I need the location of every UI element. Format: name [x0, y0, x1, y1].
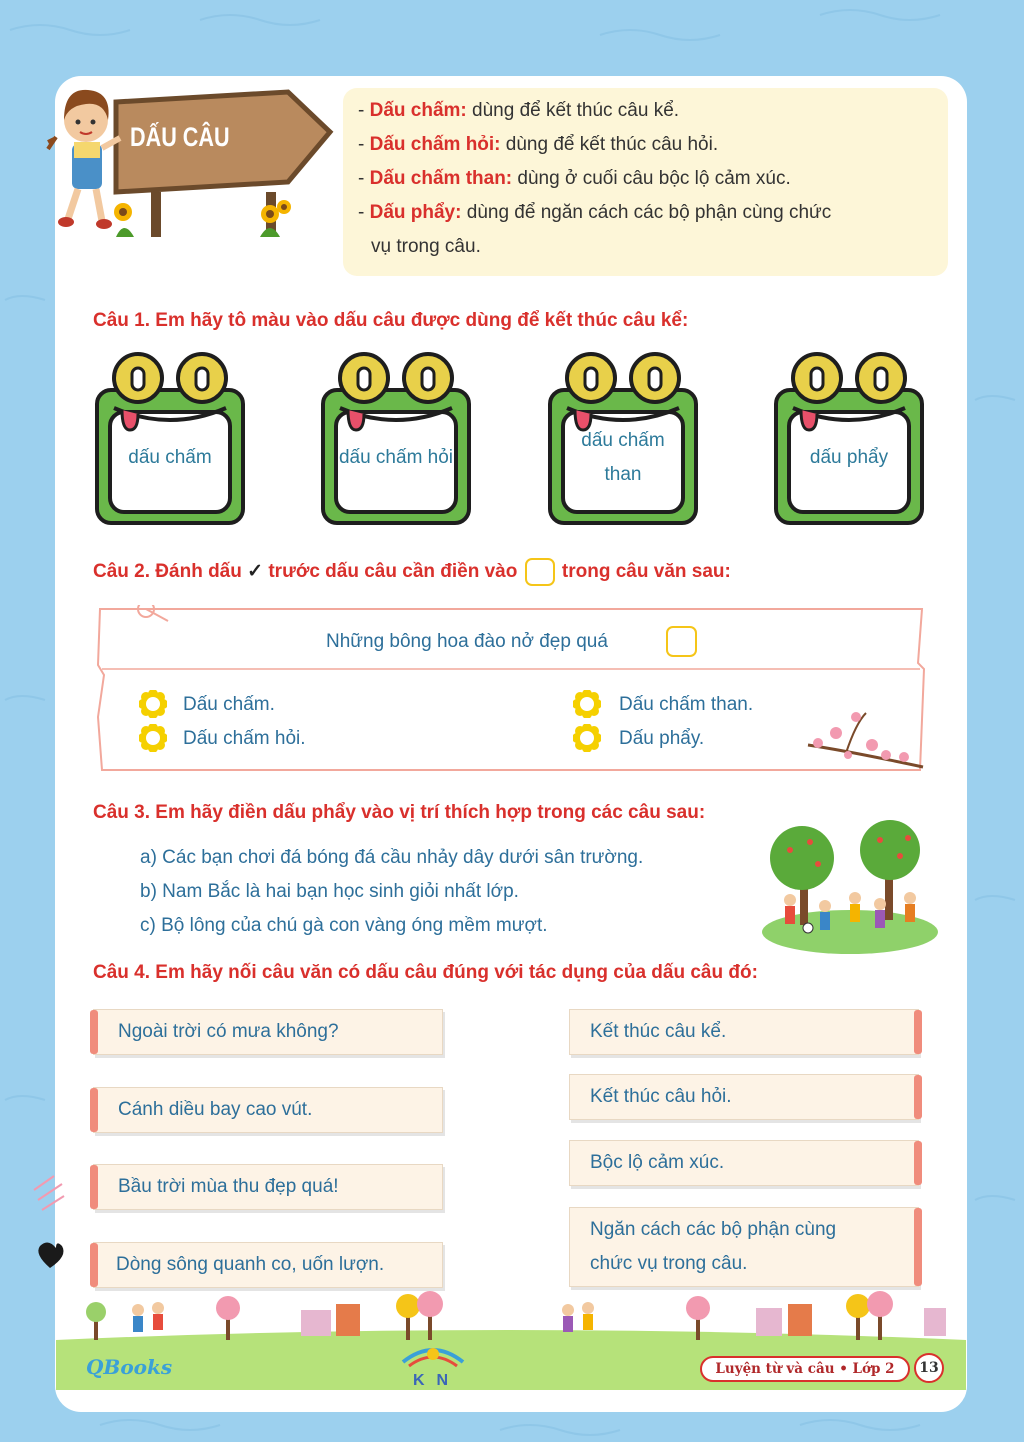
kids-playing-illustration [760, 820, 940, 955]
rule-text: dùng để ngăn cách các bộ phận cùng chức [461, 202, 832, 223]
frog-card[interactable] [773, 350, 925, 526]
rule-line: - Dấu chấm: dùng để kết thúc câu kể. [358, 100, 680, 121]
q3-sentence[interactable]: c) Bộ lông của chú gà con vàng óng mềm mượt. [140, 915, 548, 936]
frog-card-label: dấu chấm [128, 447, 212, 468]
option-label: Dấu chấm than. [619, 694, 754, 715]
frog-card[interactable] [547, 350, 699, 526]
blank-box-icon [525, 558, 555, 586]
question-3-title: Câu 3. Em hãy điền dấu phẩy vào vị trí thích hợp trong các câu sau: [93, 802, 706, 823]
option-label: Dấu chấm. [183, 694, 275, 715]
flower-checkbox-icon[interactable] [573, 690, 601, 718]
answer-blank-box[interactable] [666, 626, 697, 657]
kn-logo-text: KN [413, 1372, 461, 1389]
rule-term: Dấu chấm than: [369, 168, 513, 189]
doodle-decoration [30, 1170, 78, 1270]
question-1-title: Câu 1. Em hãy tô màu vào dấu câu được dùng để kết thúc câu kể: [93, 310, 689, 331]
frog-card-label: dấu chấm than [581, 430, 665, 485]
q3-sentence[interactable]: a) Các bạn chơi đá bóng đá cầu nhảy dây dưới sân trường. [140, 847, 644, 868]
qbooks-logo: QBooks [86, 1355, 173, 1379]
q2-title-part: Câu 2. Đánh dấu [93, 561, 242, 583]
frog-card[interactable] [320, 350, 472, 526]
flower-checkbox-icon[interactable] [139, 724, 167, 752]
match-purpose-text: Kết thúc câu hỏi. [590, 1086, 732, 1107]
match-purpose-box[interactable] [569, 1140, 919, 1186]
flower-checkbox-icon[interactable] [139, 690, 167, 718]
rule-text: dùng để kết thúc câu hỏi. [500, 134, 719, 155]
q2-title-part: trước dấu câu cần điền vào [268, 561, 518, 583]
rule-text: dùng ở cuối câu bộc lộ cảm xúc. [512, 168, 791, 189]
rule-text: dùng để kết thúc câu kể. [466, 100, 680, 121]
option-label: Dấu chấm hỏi. [183, 728, 306, 749]
frog-card-label: dấu chấm hỏi [338, 447, 454, 468]
rule-term: Dấu phẩy: [369, 202, 462, 223]
frog-card[interactable] [94, 350, 246, 526]
match-purpose-box[interactable] [569, 1009, 919, 1055]
question-2-title [93, 558, 731, 586]
match-sentence-text: Cánh diều bay cao vút. [118, 1099, 313, 1120]
rule-term: Dấu chấm hỏi: [369, 134, 501, 155]
q3-sentence[interactable]: b) Nam Bắc là hai bạn học sinh giỏi nhất lớp. [140, 881, 519, 902]
match-sentence-box[interactable] [93, 1164, 443, 1210]
match-sentence-text: Ngoài trời có mưa không? [118, 1021, 339, 1042]
rule-line-continued: vụ trong câu. [371, 236, 481, 257]
rule-line: - Dấu chấm hỏi: dùng để kết thúc câu hỏi. [358, 134, 719, 155]
flower-checkbox-icon[interactable] [573, 724, 601, 752]
footer-title: Luyện từ và câu • Lớp 2 [700, 1356, 910, 1382]
rule-line: - Dấu chấm than: dùng ở cuối câu bộc lộ cảm xúc. [358, 168, 791, 189]
match-sentence-box[interactable] [93, 1009, 443, 1055]
page-number: 13 [914, 1353, 944, 1383]
match-purpose-box[interactable] [569, 1207, 919, 1287]
match-sentence-text: Bầu trời mùa thu đẹp quá! [118, 1176, 339, 1197]
match-purpose-text: chức vụ trong câu. [590, 1253, 748, 1274]
match-sentence-text: Dòng sông quanh co, uốn lượn. [116, 1254, 385, 1275]
check-icon: ✓ [247, 561, 264, 583]
match-purpose-text: Kết thúc câu kể. [590, 1021, 727, 1042]
match-sentence-box[interactable] [93, 1087, 443, 1133]
q2-sentence: Những bông hoa đào nở đẹp quá [326, 631, 608, 652]
question-4-title: Câu 4. Em hãy nối câu văn có dấu câu đúng với tác dụng của dấu câu đó: [93, 962, 758, 983]
frog-card-label: dấu phẩy [809, 447, 889, 468]
sign-title: DẤU CÂU [130, 122, 230, 152]
match-purpose-text: Ngăn cách các bộ phận cùng [590, 1219, 837, 1240]
match-sentence-box[interactable] [93, 1242, 443, 1288]
option-label: Dấu phẩy. [619, 728, 705, 749]
rule-line: - Dấu phẩy: dùng để ngăn cách các bộ phận cùng chức [358, 202, 832, 223]
rule-term: Dấu chấm: [369, 100, 467, 121]
match-purpose-box[interactable] [569, 1074, 919, 1120]
girl-signboard-illustration [38, 82, 338, 242]
match-purpose-text: Bộc lộ cảm xúc. [590, 1152, 725, 1173]
q2-title-part: trong câu văn sau: [561, 561, 731, 583]
